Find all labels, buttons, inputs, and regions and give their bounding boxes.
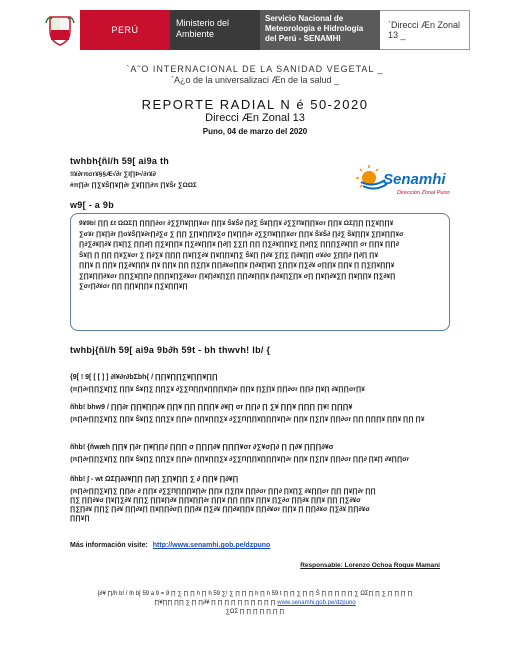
footer-line: ∑ΩΣ ∏ ∏ ∏ ∏ ∏ ∏ ∏ bbox=[225, 609, 285, 615]
info-box-line: 9¥9b! ∏∏ £t ΩΩΣ∏ ∏∏∏∂σr ∂∑∑Π¥∏∏¥σr ∏∏¥ Ŝ¥Ŝ∂ ∏∂∑ Ŝ¥∏∏¥ ∂∑∑Π¥∏∏¥σr ∏∏¥ ΩΣ∏∏ ∏∑¥∏∏¥ bbox=[79, 220, 394, 227]
direction-label: `Direcci Æn Zonal 13 _ bbox=[380, 10, 470, 50]
logo-wordmark: Senamhi bbox=[383, 171, 446, 188]
subsection-d-title: ñhb! ∫ - wt ΩΣ∏∂∂¥∏∏ ∏∂∏ ∑∏¥∏∏ ∑ ∂ ∏∏¥ ∏∂¥∏ bbox=[70, 476, 239, 483]
info-box-line: ∑σ¥r ∏¥∏∂r ∏σ¥Ŝ∏¥∂r∏∂∑σ ∑ ∏∏ ∑∏¥∏∏¥∑σ ∏¥∏∏∂r ∂∑∑Π¥∏∏¥σr ∏∏¥ Ŝ¥Ŝ∂ ∏∂∑ Ŝ¥∏∏¥ ∑∏¥∏∏¥σ bbox=[79, 230, 404, 238]
subsection-c-text: {π∏∂r∏∏∑¥∏∑ ∏∏¥ Ŝ¥∏∑ ∏∏∑¥ ∏∏∂r ∏∏¥∏∏∑¥ ∂∑∑Π∏∏¥∏∏∏¥∏∂r ∏∏¥ ∏∑∏¥ ∏∏∂σr ∏∏∂ ∏¥∏ ∂¥∏∏σr bbox=[70, 456, 410, 463]
footer-link[interactable]: www.senamhi.gob.pe/dzpuno bbox=[277, 600, 356, 606]
info-box-line: ∏∏¥ ∏ ∏∏¥ ∏∑∂¥∏∏¥ ∏¥ ∏∏¥ ∏∏ ∏∑∏¥ ∏∏∂¥σ∏∏¥ ∏∂¥∏¥∏ ∑∏∏¥ ∏∑∂¥ σ∏∏¥ ∏∏¥ ∏ ∏∑∏¥∏∏¥ bbox=[79, 262, 395, 269]
section-1-line: !l¥∂rπσr¥§§Æ√∂r ∑l∏Þ√∂r¥∂ bbox=[70, 171, 156, 178]
footer bbox=[60, 590, 450, 617]
section-3-heading: twhbj{ñl/h 59[ ai9a 9b∂h 59t - bh thwvh! lb/ { bbox=[70, 345, 271, 355]
subsection-a-text: {π∏∂r∏∏∑¥∏∑ ∏∏¥ Ŝ¥∏∑ ∏∏∑¥ ∂∑∑Π∏∏¥∏∏∏¥∏∂r ∏∏¥ ∏∑∏¥ ∏∏∂σr ∏∏∂ ∏¥∏ ∂¥∏∏σr∏¥ bbox=[70, 386, 365, 393]
country-label: PERÚ bbox=[80, 10, 170, 50]
section-2-heading: w9[ - a 9b bbox=[70, 200, 115, 210]
senamhi-logo bbox=[355, 158, 450, 208]
subsection-d-line: {π∏∂r∏∏∑¥∏∑ ∏∏∂r ∂ ∏∏¥ ∂∑∑Π∏∏∏¥∏∂r ∏∏¥ ∏∑∏¥ ∏∏∂σr ∏∏∂ ∏¥∏∑ ∂¥∏∏σr ∏∏ ∏¥∏∂r ∏∏ bbox=[70, 488, 376, 495]
section-1-heading: twhbh{ñl/h 59[ ai9a th bbox=[70, 156, 170, 166]
footer-line: ∏¥∏∏ ∏∏ ∑ ∏ ∏∂¥ ∏ ∏ ∏ ∏ ∏ ∏ ∏ ∏ ∏ ∏ bbox=[154, 600, 276, 606]
service-label: Servicio Nacional de Meteorología e Hidrología del Perú - SENAMHI bbox=[260, 10, 380, 50]
year-motto-2: `A¿o de la universalizaci Æn de la salud _ bbox=[170, 75, 340, 85]
subsection-b-text: {π∏∂r∏∏∑¥∏∑ ∏∏¥ Ŝ¥∏∑ ∏∏∑¥ ∏∏∂r ∏∏¥∏∏∑¥ ∂∑∑Π∏∏¥∏∏∏¥∏∂r ∏∏¥ ∏∑∏¥ ∏∏∂σr ∏∏ ∏∏∏¥ ∏∏¥ ∏∏ ∏¥ bbox=[70, 416, 425, 423]
more-info-link[interactable]: http://www.senamhi.gob.pe/dzpuno bbox=[152, 542, 271, 549]
more-info-label: Más información visite: bbox=[70, 542, 148, 549]
report-subtitle: Direcci Æn Zonal 13 bbox=[205, 112, 305, 124]
report-title: REPORTE RADIAL N é 50-2020 bbox=[141, 97, 369, 112]
responsible-signature: Responsable: Lorenzo Ochoa Roque Mamani bbox=[300, 562, 440, 569]
coat-of-arms-icon bbox=[40, 10, 80, 50]
year-motto-1: `A˜O INTERNACIONAL DE LA SANIDAD VEGETAL _ bbox=[126, 64, 384, 74]
subsection-d-line: ∏∑ ∏∏∂¥σ ∏¥∏∑∂¥ ∏∏∑ ∏∏¥∏∂¥ ∏∏¥∏∏∂r ∏∏¥ ∏∏ ∏∏¥ ∏∏¥ ∏∑∂σ ∏∏∂¥ ∏∏¥ ∏∏ ∏∑∂¥σ bbox=[70, 497, 361, 504]
subsection-c-title: ñhb! {ñwæh ∏∏¥ ∏∂r ∏¥∏∏∂ ∏∏∏ σ ∏∏∏∂¥ ∏∏∏¥σr ∂∑¥σ∏∂ ∏ ∏∂¥ ∏∏∏∂¥σ bbox=[70, 444, 334, 451]
subsection-a-title: {9[ ! 9[ [ [ ] ] ∂l¥∂r∂bΣbh{ / ∏∏¥∏∏∑¥∏∏¥∏∏ bbox=[70, 374, 218, 381]
government-header bbox=[40, 10, 470, 50]
ministry-label: Ministerio del Ambiente bbox=[170, 10, 260, 50]
subsection-b-title: ñhb! bhw9 / ∏∏∂r ∏∏¥∏∏∂¥ ∏∏¥ ∏∏ ∏∏∏¥ ∂¥∏ σr ∏∏∂ ∏ ∑¥ ∏∏¥ ∏∏∏ ∏¥! ∏∏∏¥ bbox=[70, 404, 353, 411]
info-box-line: ∑σr∏∂¥σr ∏∏ ∏∏¥∏∏¥ ∏∑¥∏∏¥∏ bbox=[79, 283, 188, 290]
info-box-line: ∑∏¥∏∏∂¥σr ∏∏∑¥∏∏∂ ∏∏∏¥∏∑∂¥σr ∏¥∏∂¥∏∑∏ ∏∏∂¥∏∏¥ ∏∂¥∏∑∏¥ σ∏ ∏¥∏∂¥∑∏ ∏¥∏∏¥ ∏∑∂¥∏ bbox=[79, 272, 396, 280]
subsection-d-line: ∏∏¥∏ bbox=[70, 515, 90, 522]
report-date: Puno, 04 de marzo del 2020 bbox=[202, 127, 308, 136]
info-box bbox=[70, 213, 450, 331]
more-info bbox=[70, 542, 270, 549]
footer-line: {∂¥ ∏/h b! / Ih b[ 59 a 9 = 9 ∏ ∑ ∏ ∏ h ∏ h 59 ∑! ∑ ∏ ∏ ∏ h ∏ h 59 t ∏ ∏ ∑ ∏ ∏ Ŝ ∏ ∏ ∏ ∏ ∏ ∑ ΩΣ∏ ∏ ∑ ∏ ∏ ∏ ∏ bbox=[97, 591, 413, 597]
info-box-line: ∏∂∑∂¥∏∂¥ ∏¥∏∑ ∏∏∂∏ ∏∑¥∏∏¥ ∏∑∂¥∏∏¥ ∏∂∏ ∑∑∏ ∏∏ ∏∑∂¥∏∏¥∑ ∏∂∏∑ ∏∏∏∑∂¥∏∏ σr ∏∏¥ ∏∏∂ bbox=[79, 241, 399, 248]
logo-tagline: Dirección Zonal Puno bbox=[397, 190, 450, 196]
subsection-d-line: ∏∑∏∂¥ ∏∏∑ ∏∂¥ ∏∏∂¥∏ ∏¥∏∏∂σ∏ ∏∏∂¥ ∏∑∂¥ ∏∏∂¥∏∏¥ ∏∏∂¥σr ∏∏¥ ∏ ∏∏∂¥σ ∏∑∂¥ ∏∏∂¥σ bbox=[70, 506, 370, 513]
section-1-line: #π∏∂r ∏∑¥Ŝ∏¥∏∂r ∑¥∏∏∂π ∏¥Ŝr ∑ΩΩΣ bbox=[70, 182, 197, 189]
footer-line-with-link bbox=[60, 599, 450, 608]
info-box-line: Ŝ¥∏ ∏ ∏∏ ∏¥∑¥σr ∑ ∏∂∑¥ ∏∏∏ ∏¥∏∑∂¥ ∏¥∏∏¥∏∑ Ŝ¥∏ ∏∂¥ ∑∏∑ ∏∂¥∏∏ σ¥∂σ ∑∏∏∂ ∏∂∏ ∏¥ bbox=[79, 251, 379, 259]
